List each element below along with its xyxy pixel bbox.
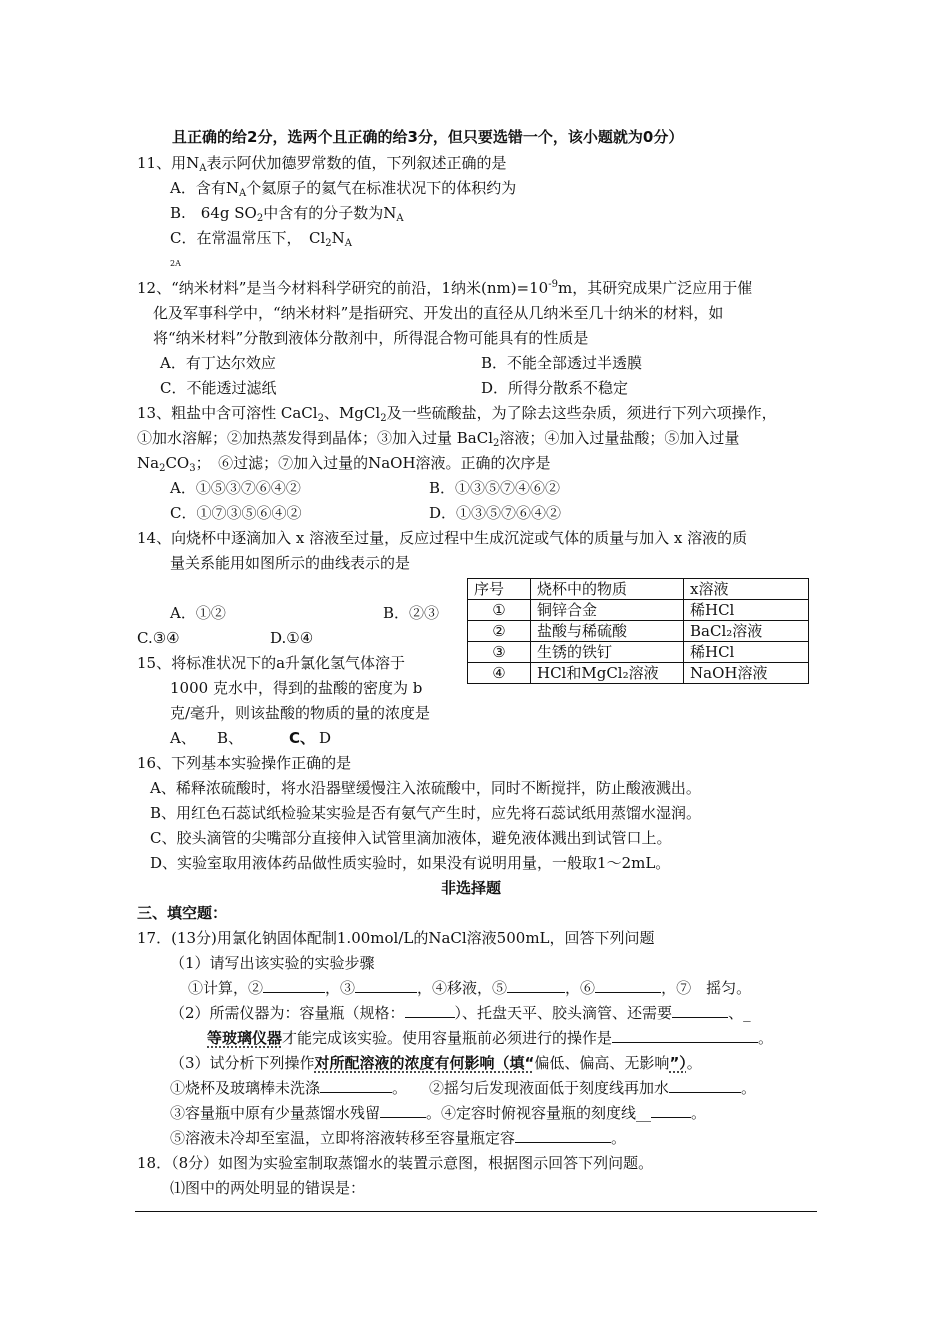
question-13-line-1: 13、粗盐中含可溶性 CaCl$_2$、MgCl$_2$及一些硫酸盐，为了除去这些杂质，须进行下列六项操作， (137, 404, 777, 424)
question-13-line-2: ①加水溶解；②加热蒸发得到晶体；③加入过量 BaCl$_2$溶液；④加入过量盐酸；⑤加入过量 (137, 429, 740, 449)
question-17-steps: ①计算，② ，③ ，④移液，⑤ ，⑥ ，⑦ 摇匀。 (188, 979, 752, 997)
answer-blank[interactable] (515, 1128, 611, 1143)
question-12-option-c: C．不能透过滤纸 (160, 379, 277, 397)
answer-blank[interactable] (669, 1078, 741, 1093)
question-13-option-d: D．①③⑤⑦⑥④② (429, 504, 562, 522)
question-14-line-2: 量关系能用如图所示的曲线表示的是 (170, 554, 411, 572)
table-header: x溶液 (684, 579, 809, 600)
table-cell: 稀HCl (684, 642, 809, 663)
question-12-line-2: 化及军事科学中，“纳米材料”是指研究、开发出的直径从几纳米至几十纳米的材料，如 (153, 304, 724, 322)
question-18-part-1: ⑴图中的两处明显的错误是： (170, 1179, 366, 1197)
answer-blank[interactable] (320, 1078, 392, 1093)
question-15-option-c: C、 (289, 729, 316, 747)
table-row (468, 621, 809, 642)
table-header: 烧杯中的物质 (531, 579, 684, 600)
question-16-option-a: A、稀释浓硫酸时，将水沿器壁缓慢注入浓硫酸中，同时不断搅拌，防止酸液溅出。 (150, 779, 701, 797)
table-cell: ① (468, 600, 531, 621)
reaction-table (467, 578, 809, 684)
answer-blank[interactable] (672, 1003, 728, 1018)
question-14-option-c: C.③④ (137, 629, 180, 647)
question-15-line-2: 1000 克水中，得到的盐酸的密度为 b (170, 679, 423, 697)
question-17-item-1-2: ①烧杯及玻璃棒未洗涤 。 ②摇匀后发现液面低于刻度线再加水 。 (170, 1079, 757, 1097)
table-cell: 盐酸与稀硫酸 (531, 621, 684, 642)
question-15-line-3: 克/毫升，则该盐酸的物质的量的浓度是 (170, 704, 431, 722)
question-17-item-3-4: ③容量瓶中原有少量蒸馏水残留 。④定容时俯视容量瓶的刻度线__ 。 (170, 1104, 707, 1122)
question-13-option-b: B．①③⑤⑦④⑥② (429, 479, 561, 497)
dotted-emphasis: 等玻璃仪器 (207, 1029, 283, 1047)
question-12-option-a: A．有丁达尔效应 (160, 354, 276, 372)
question-16-option-c: C、胶头滴管的尖嘴部分直接伸入试管里滴加液体，避免液体溅出到试管口上。 (150, 829, 672, 847)
question-14-option-b: B．②③ (383, 604, 440, 622)
dotted-emphasis: ”） (669, 1054, 687, 1072)
question-11-stem: 11、用$N_A$表示阿伏加德罗常数的值，下列叙述正确的是 (137, 154, 507, 174)
instruction-tail: 且正确的给2分，选两个且正确的给3分，但只要选错一个，该小题就为0分） (172, 128, 684, 146)
table-row (468, 642, 809, 663)
table-row (468, 600, 809, 621)
table-cell: ④ (468, 663, 531, 684)
question-17-part-3: （3）试分析下列操作对所配溶液的浓度有何影响（填“偏低、偏高、无影响”）。 (170, 1054, 702, 1072)
question-12-option-b: B．不能全部透过半透膜 (481, 354, 643, 372)
answer-blank[interactable] (263, 978, 325, 993)
table-cell: ② (468, 621, 531, 642)
answer-blank[interactable] (651, 1103, 691, 1118)
question-17-stem: 17．(13分)用氯化钠固体配制1.00mol/L的NaCl溶液500mL，回答下列问题 (137, 929, 655, 947)
question-11-option-c: C．在常温常压下， $Cl_2N_A$ (170, 229, 352, 249)
table-header: 序号 (468, 579, 531, 600)
table-cell: NaOH溶液 (684, 663, 809, 684)
question-18-stem: 18．（8分）如图为实验室制取蒸馏水的装置示意图，根据图示回答下列问题。 (137, 1154, 654, 1172)
answer-blank[interactable] (355, 978, 417, 993)
question-14-option-a: A．①② (170, 604, 226, 622)
question-12-line-3: 将“纳米材料”分散到液体分散剂中，所得混合物可能具有的性质是 (153, 329, 589, 347)
answer-blank[interactable] (595, 978, 661, 993)
table-cell: HCl和MgCl₂溶液 (531, 663, 684, 684)
question-17-part-2-line-2: 等玻璃仪器才能完成该实验。使用容量瓶前必须进行的操作是 。 (207, 1029, 774, 1047)
table-header-row (468, 579, 809, 600)
question-17-part-2: （2）所需仪器为：容量瓶（规格： ）、托盘天平、胶头滴管、还需要 、_ (170, 1004, 751, 1022)
answer-blank[interactable] (612, 1028, 758, 1043)
question-17-part-1: （1）请写出该实验的实验步骤 (170, 954, 375, 972)
question-11-option-b: B. 64g $SO_2$中含有的分子数为$N_A$ (170, 204, 404, 224)
table-cell: 生锈的铁钉 (531, 642, 684, 663)
question-13-option-c: C．①⑦③⑤⑥④② (170, 504, 302, 522)
question-15-option-b: B、 (217, 729, 244, 747)
page-bottom-rule (135, 1211, 817, 1212)
table-cell: 铜锌合金 (531, 600, 684, 621)
section-heading-nonchoice: 非选择题 (441, 879, 502, 897)
question-17-item-5: ⑤溶液未冷却至室温，立即将溶液转移至容量瓶定容 。 (170, 1129, 627, 1147)
question-16-stem: 16、下列基本实验操作正确的是 (137, 754, 352, 772)
table-cell: 稀HCl (684, 600, 809, 621)
question-16-option-d: D、实验室取用液体药品做性质实验时，如果没有说明用量，一般取1～2mL。 (150, 854, 671, 872)
question-16-option-b: B、用红色石蕊试纸检验某实验是否有氨气产生时，应先将石蕊试纸用蒸馏水湿润。 (150, 804, 702, 822)
question-11-stray-mark: 2A (170, 259, 181, 268)
question-13-line-3: $Na_2CO_3$； ⑥过滤；⑦加入过量的NaOH溶液。正确的次序是 (137, 454, 551, 474)
answer-blank[interactable] (507, 978, 565, 993)
table-cell: BaCl₂溶液 (684, 621, 809, 642)
dotted-emphasis: 对所配溶液的浓度有何影响（填“ (314, 1054, 535, 1072)
table-cell: ③ (468, 642, 531, 663)
question-14-line-1: 14、向烧杯中逐滴加入 x 溶液至过量，反应过程中生成沉淀或气体的质量与加入 x 溶液的质 (137, 529, 748, 547)
answer-blank[interactable] (405, 1003, 455, 1018)
section-heading-fill-in: 三、填空题： (137, 904, 228, 922)
question-12-line-1: 12、“纳米材料”是当今材料科学研究的前沿，1纳米$(nm)=10^{-9}m$，其研究成果广泛应用于催 (137, 279, 753, 297)
question-14-option-d: D.①④ (270, 629, 314, 647)
question-11-option-a: A．含有$N_A$个氦原子的氦气在标准状况下的体积约为 (170, 179, 517, 199)
question-15-option-d: D (319, 729, 332, 747)
question-15-line-1: 15、将标准状况下的a升氯化氢气体溶于 (137, 654, 406, 672)
question-12-option-d: D．所得分散系不稳定 (481, 379, 629, 397)
question-13-option-a: A．①⑤③⑦⑥④② (170, 479, 301, 497)
answer-blank[interactable] (380, 1103, 426, 1118)
question-15-option-a: A、 (170, 729, 196, 747)
table-row (468, 663, 809, 684)
